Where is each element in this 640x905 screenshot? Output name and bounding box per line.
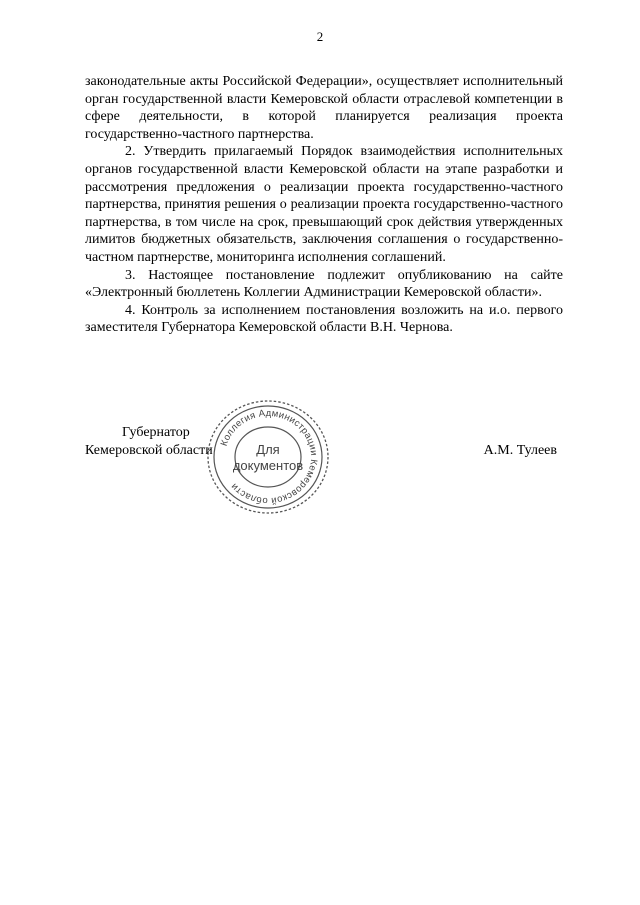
stamp-center-line1: Для: [256, 442, 280, 457]
stamp-center-line2: документов: [232, 458, 304, 473]
official-stamp: [204, 398, 332, 516]
stamp-ring-text: Коллегия Администрации Кемеровской области: [218, 407, 320, 507]
document-body: [85, 73, 563, 337]
signatory-title-line1: Губернатор: [122, 425, 190, 440]
page-number: 2: [316, 29, 324, 44]
paragraph-item-2: 2. Утвердить прилагаемый Порядок взаимодействия исполнительных органов государственной власти Кемеровской области на этапе разработки и рассмотрения предложения о реализации проекта государственно-частного партнерства, принятия решения о реализации проекта государственно-частного партнерства, в том числе на срок, превышающий срок действия утвержденных лимитов бюджетных обязательств, заключения соглашения о государственно-частном партнерстве, мониторинга исполнения соглашений.: [85, 144, 563, 265]
paragraph-continuation: законодательные акты Российской Федерации», осуществляет исполнительный орган государственной власти Кемеровской области отраслевой компетенции в сфере деятельности, в которой планируется реализация проекта государственно-частного партнерства.: [85, 74, 563, 142]
svg-text:Коллегия Администрации Кемеров: [219, 408, 319, 506]
signatory-name: А.М. Тулеев: [483, 443, 557, 458]
stamp-seal-graphic: [204, 398, 332, 516]
paragraph-item-3: 3. Настоящее постановление подлежит опубликованию на сайте «Электронный бюллетень Коллегии Администрации Кемеровской области».: [85, 267, 563, 301]
signatory-title-line2: Кемеровской области: [85, 443, 213, 458]
paragraph-item-4: 4. Контроль за исполнением постановления возложить на и.о. первого заместителя Губернатора Кемеровской области В.Н. Чернова.: [85, 302, 563, 336]
